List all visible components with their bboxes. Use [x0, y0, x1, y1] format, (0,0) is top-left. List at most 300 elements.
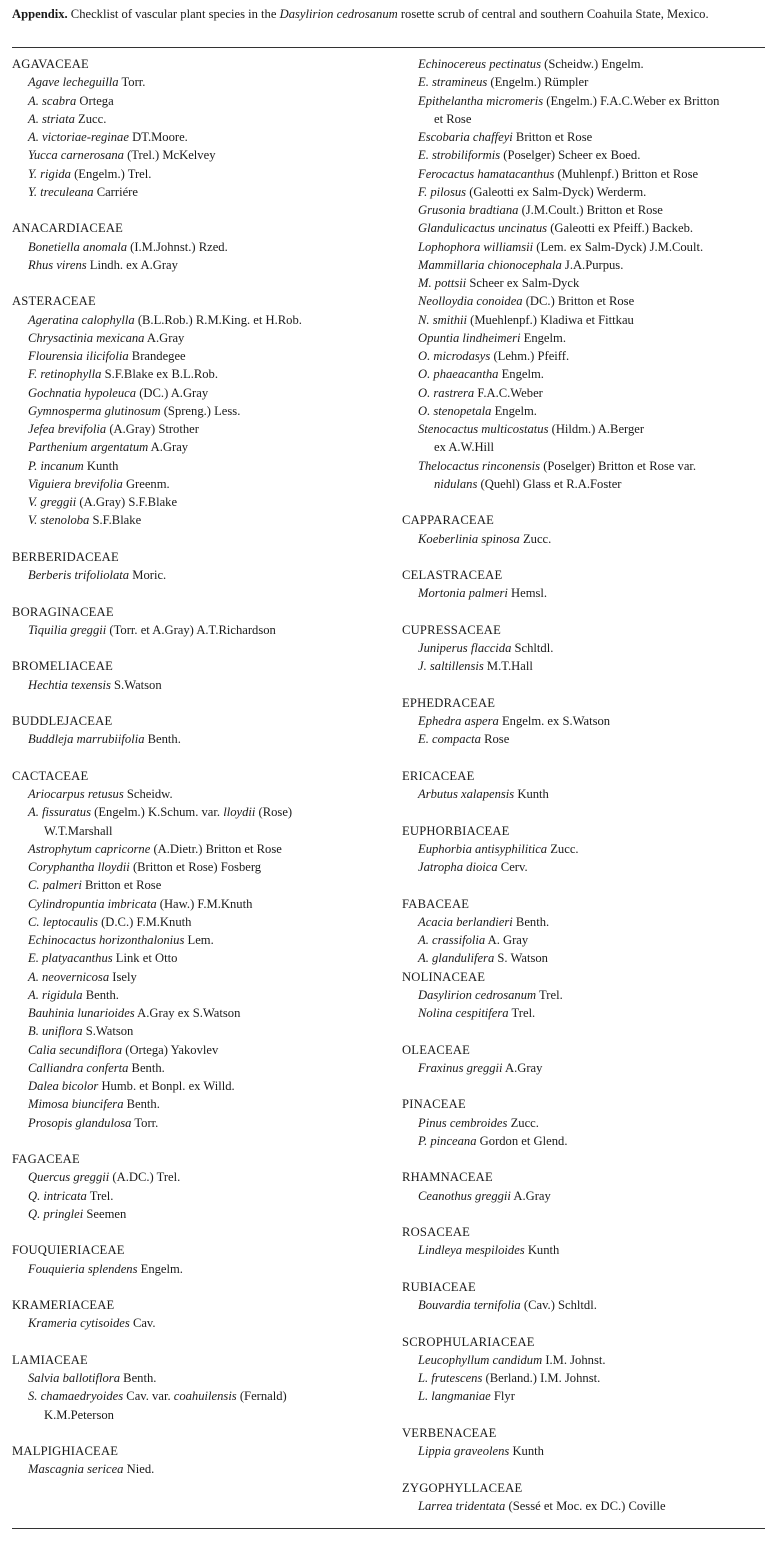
species-name: Y. treculeana [28, 184, 94, 199]
species-authority: Zucc. [547, 841, 579, 856]
species-entry [402, 165, 774, 183]
species-entry [12, 840, 384, 858]
species-entry [12, 676, 384, 694]
family-spacer [402, 1460, 774, 1478]
species-authority: (Engelm.) Trel. [70, 166, 152, 181]
species-name: Ephedra aspera [418, 714, 499, 728]
species-name: C. palmeri [28, 878, 82, 893]
bottom-rule [12, 1528, 765, 1529]
species-entry [12, 1077, 384, 1095]
species-entry [12, 402, 384, 420]
species-name: P. pinceana [418, 1133, 477, 1148]
species-authority: Benth. [512, 914, 550, 929]
species-authority: Seemen [83, 1206, 127, 1221]
species-entry [12, 1314, 384, 1332]
species-name: Yucca carnerosana [28, 148, 124, 163]
species-name: Juniperus flaccida [418, 641, 512, 655]
species-name: Parthenium argentatum [28, 440, 149, 455]
family-block [12, 548, 384, 585]
family-spacer [402, 1406, 774, 1424]
species-entry [12, 511, 384, 529]
family-name: CAPPARACEAE [402, 513, 495, 528]
species-authority: (Fernald) [236, 1389, 287, 1404]
species-name: Dasylirion cedrosanum [418, 987, 537, 1002]
species-name: Acacia berlandieri [418, 914, 513, 929]
species-authority: (B.L.Rob.) R.M.King. et H.Rob. [134, 312, 302, 327]
family-name: EUPHORBIACEAE [402, 823, 510, 838]
species-entry [12, 1460, 384, 1478]
caption-text-before: Checklist of vascular plant species in the [67, 7, 280, 21]
species-name: Leucophyllum candidum [418, 1352, 543, 1367]
family-block [12, 1351, 384, 1424]
species-authority: (Scheidw.) Engelm. [541, 57, 644, 71]
family-spacer [12, 584, 384, 602]
species-name: Rhus virens [28, 257, 87, 272]
species-authority: Benth. [120, 1371, 157, 1385]
species-authority: (Spreng.) Less. [160, 403, 241, 418]
species-authority: Cav. var. [123, 1389, 174, 1404]
species-entry [12, 730, 384, 748]
species-authority: (Lehm.) Pfeiff. [490, 349, 570, 363]
species-authority: (Muehlenpf.) Kladiwa et Fittkau [467, 312, 634, 327]
species-name: O. microdasys [418, 349, 491, 363]
species-entry [402, 311, 774, 329]
species-entry [12, 183, 384, 201]
species-entry [12, 384, 384, 402]
species-authority: S.Watson [82, 1024, 134, 1039]
species-authority: (Quehl) Glass et R.A.Foster [477, 476, 622, 491]
family-spacer [12, 1132, 384, 1150]
species-entry [402, 274, 774, 292]
species-authority: Flyr [490, 1389, 515, 1404]
species-authority: Lem. [184, 933, 214, 947]
family-block [402, 1424, 774, 1461]
species-entry [12, 1114, 384, 1132]
species-name: Nolina cespitifera [418, 1006, 509, 1020]
species-authority: (Muhlenpf.) Britton et Rose [554, 166, 699, 181]
species-name: Dalea bicolor [28, 1079, 99, 1093]
species-entry [402, 584, 774, 602]
species-name: Mascagnia sericea [28, 1462, 124, 1477]
species-name: Flourensia ilicifolia [28, 349, 129, 363]
species-entry [12, 1168, 384, 1186]
family-name: ANACARDIACEAE [12, 221, 124, 236]
species-authority: Carriére [93, 184, 138, 199]
species-name: Bouvardia ternifolia [418, 1298, 521, 1312]
species-entry [12, 895, 384, 913]
species-authority: M.T.Hall [483, 659, 533, 674]
family-spacer [402, 493, 774, 511]
species-authority: Benth. [82, 987, 119, 1002]
family-spacer [402, 876, 774, 894]
species-name: Gymnosperma glutinosum [28, 403, 161, 418]
species-name: A. fissuratus [28, 805, 91, 820]
species-authority: Gordon et Glend. [476, 1133, 568, 1148]
species-name: Jatropha dioica [418, 860, 498, 874]
species-name: Bauhinia lunarioides [28, 1006, 135, 1020]
family-block [12, 712, 384, 749]
species-entry [402, 1442, 774, 1460]
species-name: Mammillaria chionocephala [418, 257, 562, 272]
species-authority: Kunth [514, 787, 549, 801]
family-spacer [402, 676, 774, 694]
species-authority: Link et Otto [112, 951, 178, 966]
species-name: A. victoriae-reginae [28, 130, 129, 144]
species-authority: Torr. [118, 75, 146, 90]
family-name: RHAMNACEAE [402, 1170, 493, 1185]
species-entry [402, 639, 774, 657]
species-name: Hechtia texensis [28, 677, 111, 692]
family-block [402, 511, 774, 548]
species-entry [402, 292, 774, 310]
species-authority: et Rose [434, 111, 472, 126]
species-name: Lophophora williamsii [418, 239, 534, 254]
species-name: Stenocactus multicostatus [418, 422, 549, 436]
species-authority: (Poselger) Scheer ex Boed. [500, 148, 641, 163]
species-entry [402, 1114, 774, 1132]
species-entry [402, 256, 774, 274]
species-authority: Kunth [83, 458, 119, 473]
family-block [402, 1278, 774, 1315]
family-block [12, 1442, 384, 1479]
species-name: B. uniflora [28, 1024, 83, 1039]
family-name: PINACEAE [402, 1097, 466, 1112]
species-entry [402, 146, 774, 164]
species-authority: Engelm. [491, 403, 537, 418]
species-name: O. rastrera [418, 385, 475, 400]
species-authority: (Lem. ex Salm-Dyck) J.M.Coult. [533, 239, 704, 254]
family-name: ROSACEAE [402, 1225, 471, 1239]
species-authority: Ortega [76, 93, 114, 108]
species-name: Opuntia lindheimeri [418, 330, 521, 345]
species-entry [402, 365, 774, 383]
species-entry [402, 1387, 774, 1405]
species-name: O. stenopetala [418, 403, 492, 418]
species-name: L. frutescens [418, 1371, 483, 1385]
family-spacer [12, 749, 384, 767]
species-authority: Humb. et Bonpl. ex Willd. [98, 1079, 235, 1093]
species-authority: Kunth [524, 1243, 560, 1258]
family-name: CACTACEAE [12, 768, 89, 783]
species-entry [12, 1041, 384, 1059]
species-name: C. leptocaulis [28, 914, 98, 929]
species-entry [12, 785, 384, 803]
species-name: A. rigidula [28, 987, 83, 1002]
species-authority: A.Gray [502, 1060, 543, 1075]
top-rule [12, 47, 765, 48]
family-block [402, 55, 774, 493]
species-name: P. incanum [28, 458, 84, 473]
family-block [12, 1296, 384, 1333]
species-entry [12, 146, 384, 164]
species-name: Q. intricata [28, 1188, 87, 1203]
species-entry [12, 913, 384, 931]
species-authority: Benth. [128, 1060, 165, 1075]
species-authority: Moric. [129, 568, 167, 582]
species-name: J. saltillensis [418, 659, 484, 674]
species-name: E. platyacanthus [28, 951, 113, 966]
caption-label: Appendix. [12, 7, 68, 21]
species-name: Cylindropuntia imbricata [28, 896, 157, 911]
left-column [12, 55, 384, 1479]
species-entry [402, 785, 774, 803]
species-name: L. langmaniae [418, 1389, 491, 1404]
species-authority: A.Gray [144, 330, 185, 345]
species-entry [402, 219, 774, 237]
family-spacer [402, 803, 774, 821]
species-entry [12, 365, 384, 383]
species-entry [402, 1369, 774, 1387]
family-block [12, 767, 384, 1132]
family-block [402, 1223, 774, 1260]
species-entry [402, 1296, 774, 1314]
species-name: Viguiera brevifolia [28, 476, 123, 491]
species-name: Prosopis glandulosa [28, 1115, 132, 1130]
species-authority: Engelm. [137, 1261, 183, 1276]
species-continuation [418, 438, 774, 456]
species-name: Koeberlinia spinosa [418, 531, 520, 546]
species-entry [12, 256, 384, 274]
species-entry [12, 876, 384, 894]
species-name: Agave lecheguilla [28, 75, 119, 90]
species-entry [402, 1351, 774, 1369]
species-authority: A.Gray [510, 1188, 551, 1203]
species-authority: Kunth [509, 1444, 544, 1458]
species-authority: (J.M.Coult.) Britton et Rose [518, 203, 663, 217]
family-block [402, 1479, 774, 1516]
species-name: Thelocactus rinconensis [418, 458, 541, 473]
species-authority: Hemsl. [507, 586, 548, 601]
species-authority: (Sessé et Moc. ex DC.) Coville [505, 1498, 666, 1513]
species-authority: Britton et Rose [512, 130, 593, 144]
family-block [402, 767, 774, 804]
species-authority: Benth. [123, 1097, 160, 1112]
family-block [402, 968, 774, 1023]
species-name: Euphorbia antisyphilitica [418, 841, 548, 856]
species-entry [402, 128, 774, 146]
family-block [12, 219, 384, 274]
species-name: Krameria cytisoides [28, 1316, 130, 1331]
species-name: Ceanothus greggii [418, 1188, 511, 1203]
species-name: Echinocactus horizonthalonius [28, 933, 185, 947]
species-name: N. smithii [418, 312, 467, 327]
species-authority: Engelm. ex S.Watson [498, 714, 611, 728]
species-name: E. strobiliformis [418, 148, 501, 163]
species-name: Lindleya mespiloides [418, 1243, 525, 1258]
family-spacer [402, 548, 774, 566]
species-name: Echinocereus pectinatus [418, 57, 541, 71]
species-name: Tiquilia greggii [28, 622, 107, 637]
species-authority: Trel. [536, 987, 563, 1002]
species-authority: (DC.) Britton et Rose [522, 294, 635, 309]
family-block [402, 1041, 774, 1078]
species-entry [12, 165, 384, 183]
family-name: FOUQUIERIACEAE [12, 1243, 125, 1258]
species-name: O. phaeacantha [418, 367, 499, 382]
species-authority: (A.DC.) Trel. [109, 1170, 181, 1185]
species-authority: Lindh. ex A.Gray [86, 257, 178, 272]
species-entry [402, 92, 774, 129]
species-entry [402, 384, 774, 402]
species-authority: Trel. [86, 1188, 114, 1203]
species-entry [12, 1387, 384, 1424]
family-name: SCROPHULARIACEAE [402, 1334, 535, 1349]
species-entry [12, 311, 384, 329]
family-spacer [12, 1424, 384, 1442]
family-spacer [12, 530, 384, 548]
family-name: MALPIGHIACEAE [12, 1444, 119, 1458]
species-name: A. crassifolia [418, 933, 486, 947]
species-entry [12, 1369, 384, 1387]
species-authority: A.Gray ex S.Watson [134, 1006, 241, 1020]
species-name: Arbutus xalapensis [418, 787, 515, 801]
species-entry [12, 1260, 384, 1278]
species-entry [402, 986, 774, 1004]
species-entry [402, 730, 774, 748]
species-authority: Benth. [144, 732, 181, 747]
species-authority: A. Gray [485, 933, 529, 947]
species-name: F. retinophylla [28, 367, 102, 382]
species-entry [402, 1497, 774, 1515]
family-name: OLEACEAE [402, 1042, 471, 1057]
species-entry [12, 803, 384, 840]
family-block [402, 1168, 774, 1205]
species-authority: Rose [480, 732, 510, 747]
family-name: LAMIACEAE [12, 1352, 88, 1367]
family-name: VERBENACEAE [402, 1425, 497, 1440]
family-block [402, 1333, 774, 1406]
species-name: Ferocactus hamatacanthus [418, 166, 555, 181]
family-spacer [12, 1278, 384, 1296]
species-authority: (Cav.) Schltdl. [520, 1298, 597, 1312]
family-name: CUPRESSACEAE [402, 622, 501, 637]
family-name: RUBIACEAE [402, 1279, 476, 1294]
species-continuation [418, 110, 774, 128]
species-authority: (Engelm.) F.A.C.Weber ex Britton [543, 93, 720, 108]
family-block [402, 694, 774, 749]
species-authority: (A.Gray) S.F.Blake [76, 495, 178, 509]
species-entry [402, 1187, 774, 1205]
species-entry [12, 986, 384, 1004]
species-name: Chrysactinia mexicana [28, 330, 145, 345]
family-name: AGAVACEAE [12, 57, 89, 71]
species-authority: Zucc. [74, 111, 107, 126]
species-authority: Nied. [123, 1462, 155, 1477]
family-spacer [12, 639, 384, 657]
species-authority: Engelm. [498, 367, 544, 382]
species-authority: (Haw.) F.M.Knuth [156, 896, 253, 911]
species-continuation [28, 1406, 384, 1424]
species-authority: Schltdl. [511, 641, 554, 655]
family-spacer [402, 1314, 774, 1332]
species-authority: ex A.W.Hill [434, 440, 495, 455]
family-block [12, 603, 384, 640]
species-entry [402, 530, 774, 548]
family-name: FAGACEAE [12, 1152, 80, 1166]
species-name: Coryphantha lloydii [28, 860, 130, 874]
species-entry [12, 566, 384, 584]
species-name: Neolloydia conoidea [418, 294, 523, 309]
family-spacer [12, 1333, 384, 1351]
family-name: ASTERACEAE [12, 294, 96, 309]
species-entry [12, 1022, 384, 1040]
family-block [402, 566, 774, 603]
species-authority: Isely [109, 969, 137, 984]
species-name: Bonetiella anomala [28, 239, 127, 254]
family-spacer [12, 694, 384, 712]
species-name: Buddleja marrubiifolia [28, 732, 145, 747]
species-authority: W.T.Marshall [44, 823, 113, 838]
species-continuation [28, 822, 384, 840]
family-spacer [402, 749, 774, 767]
species-authority: Cerv. [497, 860, 528, 874]
family-name: EPHEDRACEAE [402, 695, 496, 710]
table-caption [12, 5, 770, 23]
species-entry [12, 1004, 384, 1022]
species-entry [402, 183, 774, 201]
species-name: E. stramineus [418, 75, 488, 90]
family-name: NOLINACEAE [402, 969, 486, 984]
species-authority: (Engelm.) K.Schum. var. [90, 805, 224, 820]
species-authority: (D.C.) F.M.Knuth [97, 914, 192, 929]
species-entry [12, 858, 384, 876]
family-block [12, 1150, 384, 1223]
species-name: Calia secundiflora [28, 1042, 123, 1057]
family-spacer [402, 1077, 774, 1095]
species-entry [12, 475, 384, 493]
species-name: S. chamaedryoides [28, 1389, 124, 1404]
species-entry [12, 1187, 384, 1205]
species-name: coahuilensis [173, 1389, 237, 1404]
species-entry [402, 1059, 774, 1077]
family-name: CELASTRACEAE [402, 568, 503, 582]
species-name: Glandulicactus uncinatus [418, 221, 548, 236]
species-name: Berberis trifoliolata [28, 568, 130, 582]
species-authority: K.M.Peterson [44, 1407, 114, 1422]
species-name: lloydii [223, 805, 256, 820]
species-entry [12, 347, 384, 365]
species-authority: (A.Dietr.) Britton et Rose [150, 841, 282, 856]
species-entry [12, 329, 384, 347]
species-authority: (Torr. et A.Gray) A.T.Richardson [106, 622, 276, 637]
species-name: Lippia graveolens [418, 1444, 510, 1458]
family-spacer [12, 274, 384, 292]
family-block [12, 55, 384, 201]
species-name: Calliandra conferta [28, 1060, 129, 1075]
family-spacer [402, 603, 774, 621]
species-name: A. neovernicosa [28, 969, 110, 984]
species-authority: Britton et Rose [81, 878, 162, 893]
species-entry [12, 931, 384, 949]
species-entry [402, 402, 774, 420]
species-name: Grusonia bradtiana [418, 203, 519, 217]
species-authority: (Britton et Rose) Fosberg [129, 860, 262, 874]
species-name: Fraxinus greggii [418, 1060, 503, 1075]
family-block [402, 621, 774, 676]
species-authority: (Engelm.) Rümpler [487, 75, 589, 90]
species-authority: S. Watson [494, 951, 548, 966]
family-block [12, 1241, 384, 1278]
species-authority: Brandegee [128, 349, 186, 363]
species-authority: S.F.Blake ex B.L.Rob. [101, 367, 219, 382]
species-name: Astrophytum capricorne [28, 841, 151, 856]
species-authority: F.A.C.Weber [474, 385, 543, 400]
species-entry [402, 347, 774, 365]
species-name: Pinus cembroides [418, 1115, 508, 1130]
species-entry [12, 92, 384, 110]
species-authority: (Hildm.) A.Berger [548, 422, 645, 436]
species-name: A. striata [28, 111, 75, 126]
